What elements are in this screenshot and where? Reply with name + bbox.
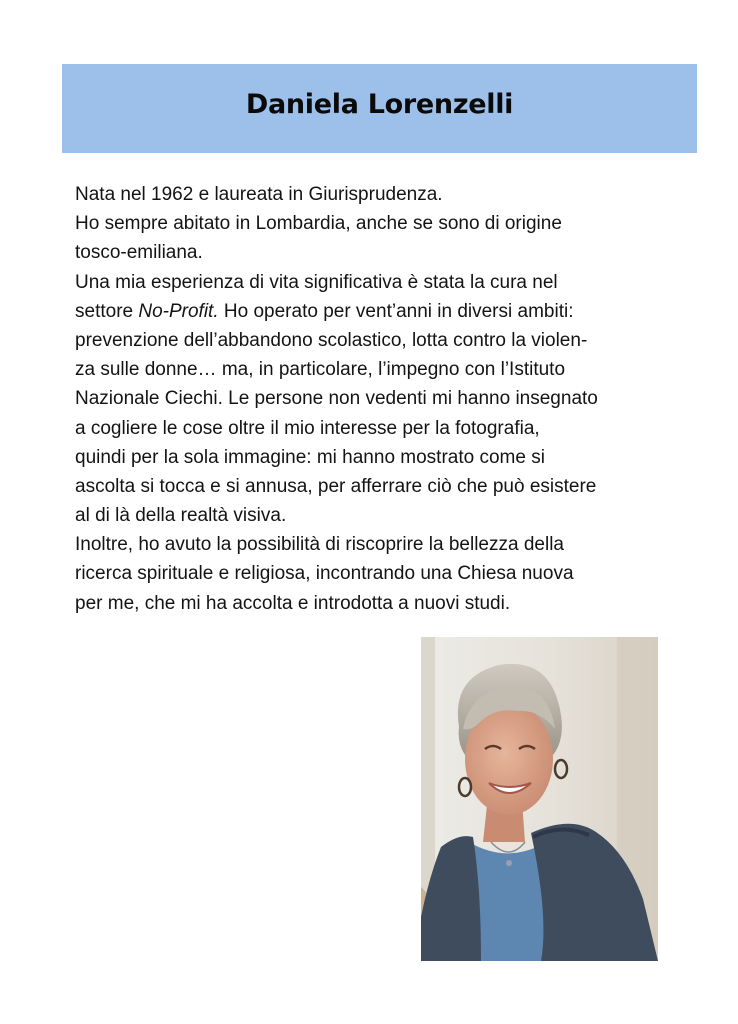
portrait-illustration [421, 637, 658, 961]
page-title: Daniela Lorenzelli [245, 89, 514, 120]
portrait-photo [421, 637, 658, 961]
bio-line: a cogliere le cose oltre il mio interesse per la fotografia, [75, 417, 540, 439]
bio-line: Nazionale Ciechi. Le persone non vedenti mi hanno insegnato [75, 388, 598, 410]
bio-line [75, 297, 685, 326]
bio-line: ascolta si tocca e si annusa, per afferrare ciò che può esistere [75, 475, 597, 497]
necklace-pendant [506, 860, 512, 866]
bio-line: tosco-emiliana. [75, 242, 203, 264]
bio-line: Una mia esperienza di vita significativa è stata la cura nel [75, 271, 558, 293]
bio-line: Inoltre, ho avuto la possibilità di riscoprire la bellezza della [75, 534, 564, 556]
bio-line-part: Ho operato per vent’anni in diversi ambiti: [218, 300, 574, 322]
bio-line: za sulle donne… ma, in particolare, l’impegno con l’Istituto [75, 359, 566, 381]
bio-line: Nata nel 1962 e laureata in Giurisprudenza. [75, 184, 443, 205]
bio-text [75, 180, 685, 618]
bio-line: al di là della realtà visiva. [75, 505, 287, 527]
bio-italic-term: No-Profit. [138, 300, 219, 322]
bio-line: ricerca spirituale e religiosa, incontrando una Chiesa nuova [75, 563, 574, 585]
bio-line-part: settore [75, 300, 139, 322]
bio-line: prevenzione dell’abbandono scolastico, lotta contro la violen- [75, 329, 588, 351]
bio-line: per me, che mi ha accolta e introdotta a nuovi studi. [75, 592, 511, 614]
bio-line: quindi per la sola immagine: mi hanno mostrato come si [75, 446, 545, 468]
bio-line: Ho sempre abitato in Lombardia, anche se sono di origine [75, 213, 562, 235]
title-banner [62, 64, 697, 153]
